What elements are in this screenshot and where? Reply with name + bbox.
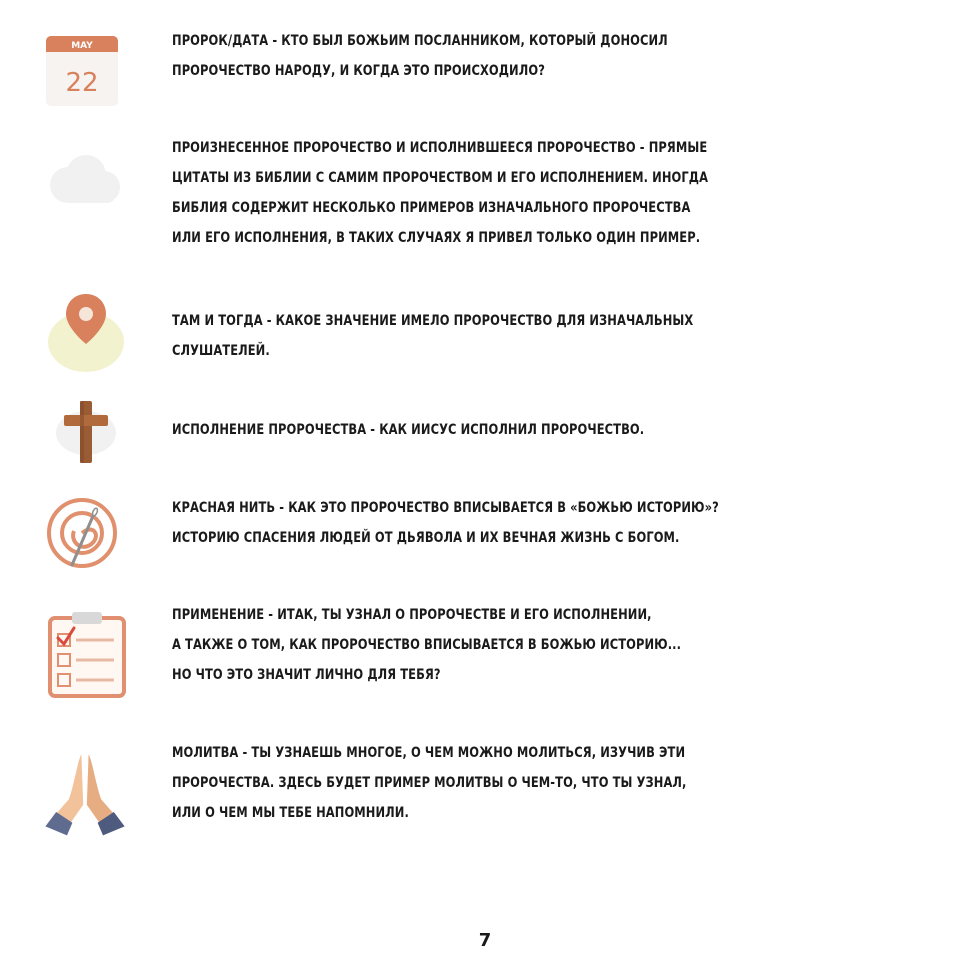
text-line: А ТАКЖЕ О ТОМ, КАК ПРОРОЧЕСТВО ВПИСЫВАЕТСЯ В БОЖЬЮ ИСТОРИЮ...	[172, 637, 682, 653]
cross-icon	[40, 397, 130, 467]
section-text	[172, 738, 746, 828]
thread-needle-icon	[40, 493, 130, 573]
text-line: БИБЛИЯ СОДЕРЖИТ НЕСКОЛЬКО ПРИМЕРОВ ИЗНАЧАЛЬНОГО ПРОРОЧЕСТВА	[172, 200, 691, 216]
text-line: КРАСНАЯ НИТЬ - КАК ЭТО ПРОРОЧЕСТВО ВПИСЫВАЕТСЯ В «БОЖЬЮ ИСТОРИЮ»?	[172, 500, 719, 516]
text-line: ПРОРОК/ДАТА - КТО БЫЛ БОЖЬИМ ПОСЛАННИКОМ, КОТОРЫЙ ДОНОСИЛ	[172, 33, 668, 49]
section-text	[172, 415, 746, 445]
praying-hands-icon	[40, 744, 130, 844]
section-text	[172, 600, 746, 690]
text-line: ПРОИЗНЕСЕННОЕ ПРОРОЧЕСТВО И ИСПОЛНИВШЕЕСЯ ПРОРОЧЕСТВО - ПРЯМЫЕ	[172, 140, 708, 156]
section-text	[172, 133, 746, 253]
text-line: ИСТОРИЮ СПАСЕНИЯ ЛЮДЕЙ ОТ ДЬЯВОЛА И ИХ ВЕЧНАЯ ЖИЗНЬ С БОГОМ.	[172, 530, 680, 546]
text-line: МОЛИТВА - ТЫ УЗНАЕШЬ МНОГОЕ, О ЧЕМ МОЖНО МОЛИТЬСЯ, ИЗУЧИВ ЭТИ	[172, 745, 686, 761]
section-text	[172, 306, 746, 366]
calendar-day: 22	[65, 68, 99, 98]
text-line: ПРОРОЧЕСТВО НАРОДУ, И КОГДА ЭТО ПРОИСХОДИЛО?	[172, 63, 545, 79]
text-line: ИЛИ О ЧЕМ МЫ ТЕБЕ НАПОМНИЛИ.	[172, 805, 409, 821]
text-line: ТАМ И ТОГДА - КАКОЕ ЗНАЧЕНИЕ ИМЕЛО ПРОРОЧЕСТВО ДЛЯ ИЗНАЧАЛЬНЫХ	[172, 313, 694, 329]
text-line: СЛУШАТЕЛЕЙ.	[172, 343, 270, 359]
text-line: ИЛИ ЕГО ИСПОЛНЕНИЯ, В ТАКИХ СЛУЧАЯХ Я ПРИВЕЛ ТОЛЬКО ОДИН ПРИМЕР.	[172, 230, 701, 246]
calendar-month: MAY	[71, 41, 93, 51]
text-line: ПРОРОЧЕСТВА. ЗДЕСЬ БУДЕТ ПРИМЕР МОЛИТВЫ О ЧЕМ-ТО, ЧТО ТЫ УЗНАЛ,	[172, 775, 687, 791]
location-pin-icon	[40, 286, 130, 376]
section-text	[172, 493, 746, 553]
text-line: НО ЧТО ЭТО ЗНАЧИТ ЛИЧНО ДЛЯ ТЕБЯ?	[172, 667, 441, 683]
section-text	[172, 26, 746, 86]
text-line: ПРИМЕНЕНИЕ - ИТАК, ТЫ УЗНАЛ О ПРОРОЧЕСТВЕ И ЕГО ИСПОЛНЕНИИ,	[172, 607, 652, 623]
page-number: 7	[478, 930, 492, 951]
text-line: ИСПОЛНЕНИЕ ПРОРОЧЕСТВА - КАК ИИСУС ИСПОЛНИЛ ПРОРОЧЕСТВО.	[172, 422, 645, 438]
text-line: ЦИТАТЫ ИЗ БИБЛИИ С САМИМ ПРОРОЧЕСТВОМ И ЕГО ИСПОЛНЕНИЕМ. ИНОГДА	[172, 170, 709, 186]
calendar-icon	[40, 34, 130, 114]
cloud-icon	[40, 145, 130, 225]
checklist-clipboard-icon	[40, 608, 130, 700]
